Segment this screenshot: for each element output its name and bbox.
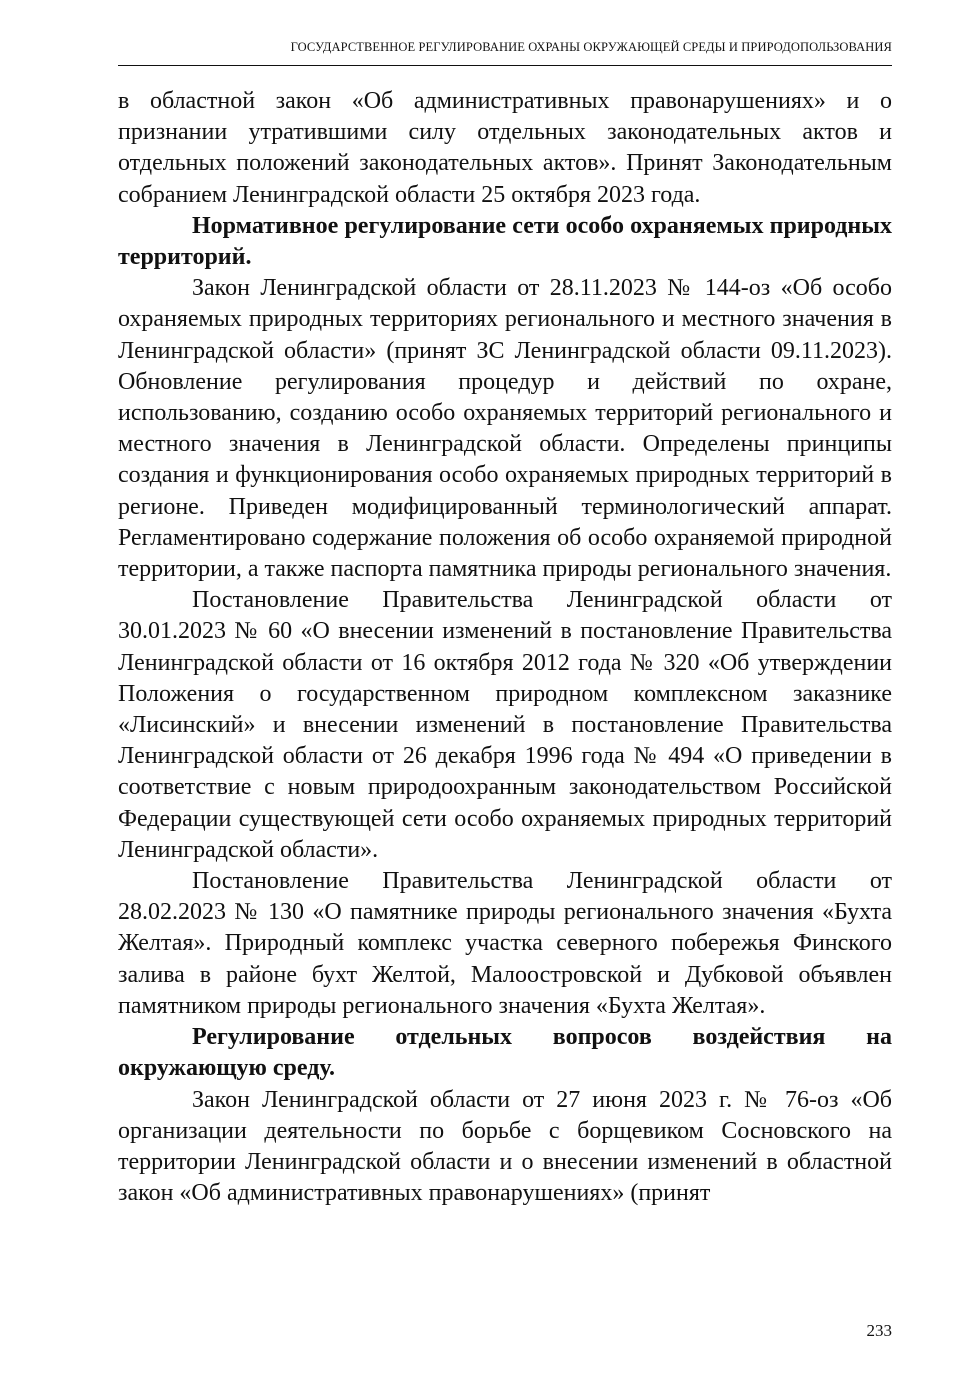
section-heading-protected-areas: Нормативное регулирование сети особо охраняемых природных территорий.	[118, 212, 892, 271]
section-heading-environmental-impact: Регулирование отдельных вопросов воздействия на окружающую среду.	[118, 1024, 892, 1082]
paragraph-law-76-oz: Закон Ленинградской области от 27 июня 2023 г. № 76-оз «Об организации деятельности по борьбе с борщевиком Сосновского на территории Ленинградской области и о внесении изменений в областной закон «Об административных правонарушениях» (принят	[118, 1086, 892, 1207]
page-content	[118, 86, 892, 1209]
paragraph-law-144-oz: Закон Ленинградской области от 28.11.2023 № 144-оз «Об особо охраняемых природных территориях регионального и местного значения в Ленинградской области» (принят ЗС Ленинградской области 09.11.2023). Обновление регулирования процедур и действий по охране, использованию, созданию особо охраняемых территорий регионального и местного значения в Ленинградской области. Определены принципы создания и функционирования особо охраняемых природных территорий в регионе. Приведен модифицированный терминологический аппарат. Регламентировано содержание положения об особо охраняемой природной территории, а также паспорта памятника природы регионального значения.	[118, 275, 892, 583]
continuation-paragraph: в областной закон «Об административных правонарушениях» и о признании утратившими силу отдельных законодательных актов и отдельных положений законодательных актов». Принят Законодательным собранием Ленинградской области 25 октября 2023 года.	[118, 88, 892, 208]
paragraph-resolution-60: Постановление Правительства Ленинградской области от 30.01.2023 № 60 «О внесении изменений в постановление Правительства Ленинградской области от 16 октября 2012 года № 320 «Об утверждении Положения о государственном природном комплексном заказнике «Лисинский» и внесении изменений в постановление Правительства Ленинградской области от 26 декабря 1996 года № 494 «О приведении в соответствие с новым природоохранным законодательством Российской Федерации существующей сети особо охраняемых природных территорий Ленинградской области».	[118, 587, 892, 863]
page-number: 233	[866, 1321, 892, 1340]
paragraph-resolution-130: Постановление Правительства Ленинградской области от 28.02.2023 № 130 «О памятнике природы регионального значения «Бухта Желтая». Природный комплекс участка северного побережья Финского залива в районе бухт Желтой, Малоостровской и Дубковой объявлен памятником природы регионального значения «Бухта Желтая».	[118, 868, 892, 1019]
running-header: ГОСУДАРСТВЕННОЕ РЕГУЛИРОВАНИЕ ОХРАНЫ ОКРУЖАЮЩЕЙ СРЕДЫ И ПРИРОДОПОЛЬЗОВАНИЯ	[118, 40, 892, 66]
